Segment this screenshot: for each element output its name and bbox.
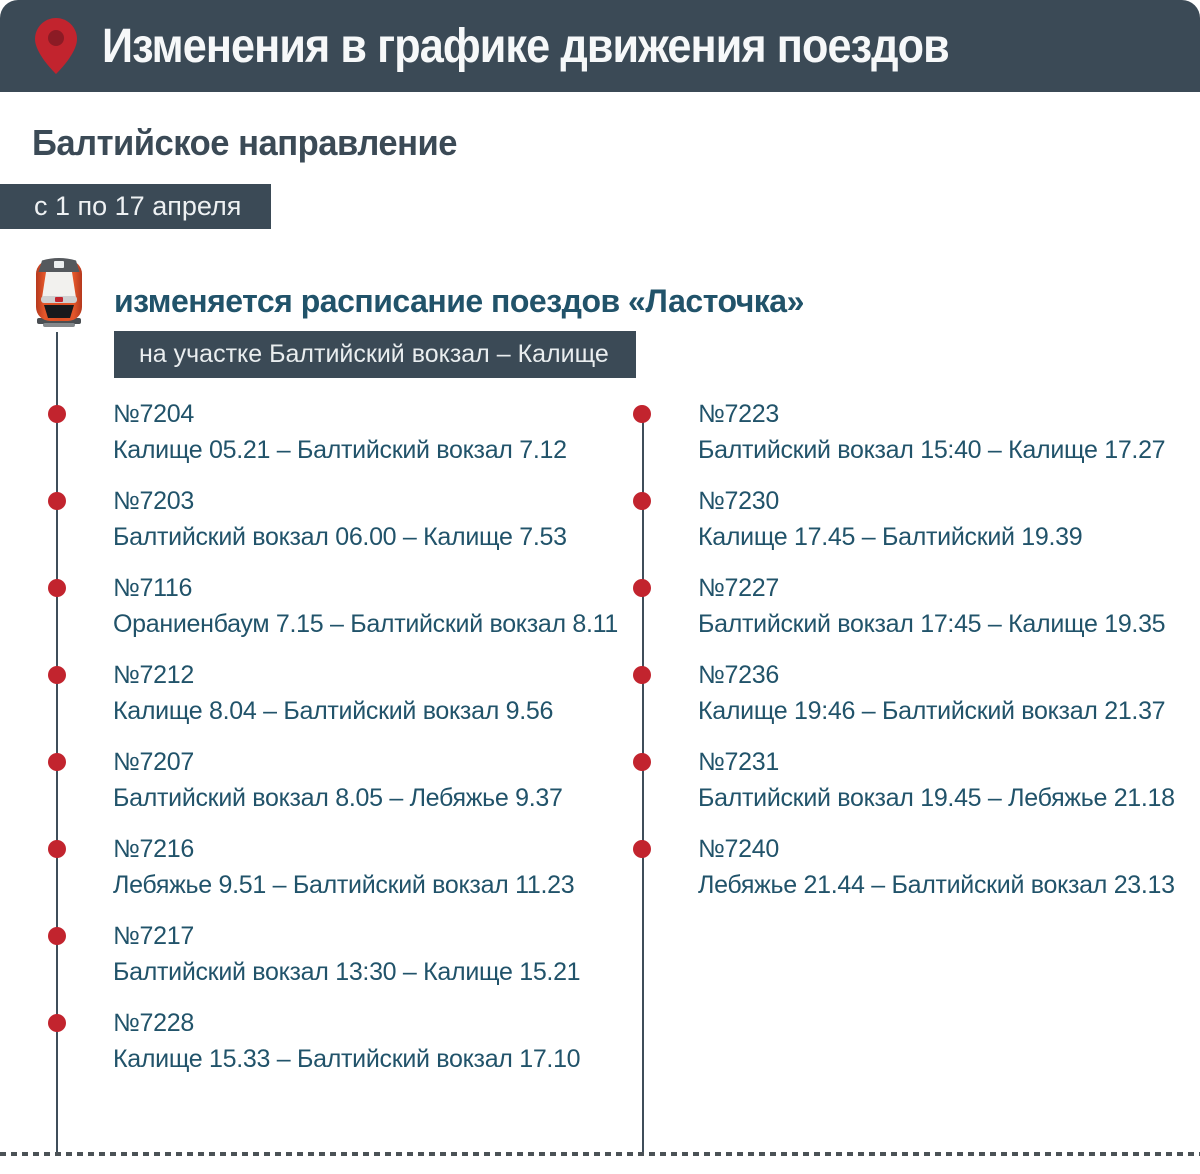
train-route: Балтийский вокзал 13:30 – Калище 15.21 [113,958,581,986]
train-number: №7203 [113,487,194,515]
schedule-column-right [585,396,1200,903]
timeline-dot [48,927,66,945]
timeline-dot [48,579,66,597]
train-entry [0,483,585,555]
train-number: №7231 [698,748,779,776]
page-title: Изменения в графике движения поездов [102,19,949,73]
train-entry [0,657,585,729]
timeline-dot [48,753,66,771]
train-entry [585,831,1200,903]
timeline-dot [633,405,651,423]
train-route: Ораниенбаум 7.15 – Балтийский вокзал 8.11 [113,610,619,638]
timeline-dot [633,753,651,771]
train-route: Балтийский вокзал 8.05 – Лебяжье 9.37 [113,784,563,812]
date-range-badge: с 1 по 17 апреля [0,184,271,229]
train-number: №7236 [698,661,779,689]
direction-title: Балтийское направление [32,122,458,163]
timeline-dot [48,492,66,510]
schedule-heading: изменяется расписание поездов «Ласточка» [114,283,804,319]
train-route: Калище 19:46 – Балтийский вокзал 21.37 [698,697,1166,725]
train-number: №7207 [113,748,194,776]
timeline-dot [48,666,66,684]
timeline-dot [633,492,651,510]
train-route: Калище 05.21 – Балтийский вокзал 7.12 [113,436,567,464]
train-route: Калище 17.45 – Балтийский 19.39 [698,523,1083,551]
bottom-dashed-divider [0,1152,1200,1156]
train-entry [585,744,1200,816]
timeline-dot [48,405,66,423]
train-entry [0,570,619,642]
train-entry [0,744,585,816]
train-number: №7240 [698,835,779,863]
train-number: №7228 [113,1009,194,1037]
train-route: Балтийский вокзал 06.00 – Калище 7.53 [113,523,567,551]
train-entry [0,396,585,468]
train-entry [0,831,585,903]
timeline-dot [633,840,651,858]
timeline-dot [633,579,651,597]
train-number: №7212 [113,661,194,689]
train-route: Балтийский вокзал 15:40 – Калище 17.27 [698,436,1166,464]
train-entry [585,396,1200,468]
train-route: Лебяжье 21.44 – Балтийский вокзал 23.13 [698,871,1175,899]
train-route: Балтийский вокзал 17:45 – Калище 19.35 [698,610,1166,638]
timeline-dot [48,840,66,858]
timeline-dot [633,666,651,684]
train-number: №7230 [698,487,779,515]
route-section-badge: на участке Балтийский вокзал – Калище [114,331,636,378]
train-route: Калище 15.33 – Балтийский вокзал 17.10 [113,1045,581,1073]
train-number: №7217 [113,922,194,950]
train-number: №7204 [113,400,194,428]
train-route: Лебяжье 9.51 – Балтийский вокзал 11.23 [113,871,575,899]
train-number: №7216 [113,835,194,863]
train-entry [0,918,585,990]
train-entry [585,483,1200,555]
timeline-dot [48,1014,66,1032]
train-number: №7223 [698,400,779,428]
train-route: Балтийский вокзал 19.45 – Лебяжье 21.18 [698,784,1175,812]
map-pin-icon [34,17,78,75]
train-entry [0,1005,585,1077]
train-entry [585,570,1200,642]
train-route: Калище 8.04 – Балтийский вокзал 9.56 [113,697,554,725]
train-entry [585,657,1200,729]
schedule-column-left [0,396,619,1077]
train-front-icon [29,255,89,338]
train-number: №7227 [698,574,779,602]
header-bar [0,0,1200,92]
train-number: №7116 [113,574,193,602]
